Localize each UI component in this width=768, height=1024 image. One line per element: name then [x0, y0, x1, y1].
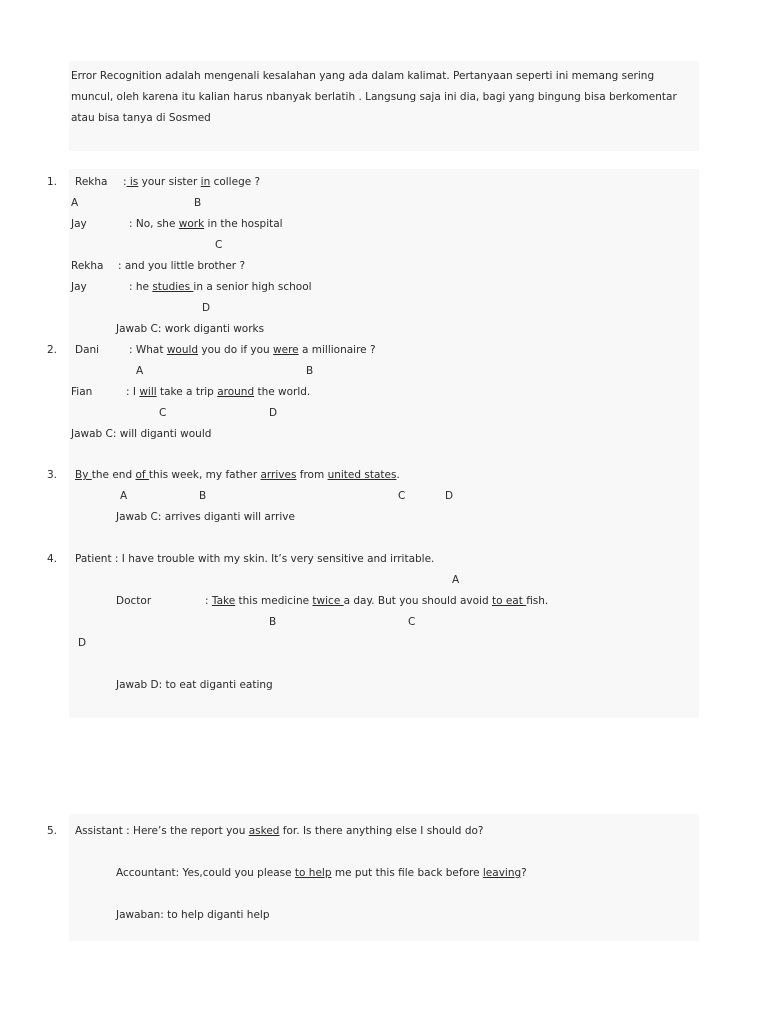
- option-marker: B: [306, 365, 314, 377]
- dialog-line: : I will take a trip around the world.: [126, 386, 311, 398]
- answer: Jawab D: to eat diganti eating: [116, 679, 273, 691]
- option-marker: C: [159, 407, 167, 419]
- dialog-line: Patient : I have trouble with my skin. It’s very sensitive and irritable.: [75, 553, 435, 565]
- question-number: 4.: [47, 553, 58, 565]
- option-marker: A: [71, 197, 79, 209]
- option-marker: A: [452, 574, 460, 586]
- option-marker: C: [408, 616, 416, 628]
- option-marker: C: [398, 490, 406, 502]
- question-number: 5.: [47, 825, 58, 837]
- option-marker: D: [269, 407, 278, 419]
- dialog-line: Accountant: Yes,could you please to help me put this file back before leaving?: [116, 867, 527, 879]
- dialog-line: : and you little brother ?: [118, 260, 246, 272]
- question-number: 1.: [47, 176, 58, 188]
- spacer: [69, 718, 699, 814]
- option-marker: D: [78, 637, 87, 649]
- answer: Jawab C: work diganti works: [116, 323, 265, 335]
- dialog-speaker: Doctor: [116, 595, 152, 607]
- option-marker: B: [269, 616, 277, 628]
- dialog-line: Assistant : Here’s the report you asked for. Is there anything else I should do?: [75, 825, 484, 837]
- dialog-line: : is your sister in college ?: [123, 176, 261, 188]
- dialog-speaker: Rekha: [71, 260, 104, 272]
- option-marker: D: [202, 302, 211, 314]
- dialog-line: : No, she work in the hospital: [129, 218, 283, 230]
- question-sentence: By the end of this week, my father arrives from united states.: [75, 469, 400, 481]
- intro-paragraph: Error Recognition adalah mengenali kesalahan yang ada dalam kalimat. Pertanyaan seperti ini memang sering muncul, oleh karena itu kalian harus nbanyak berlatih . Langsung saja ini dia, bagi yang bingung bisa berkomentar atau bisa tanya di Sosmed: [71, 70, 677, 124]
- answer: Jawab C: arrives diganti will arrive: [116, 511, 295, 523]
- dialog-line: : Take this medicine twice a day. But you should avoid to eat fish.: [205, 595, 549, 607]
- dialog-line: : What would you do if you were a millionaire ?: [129, 344, 376, 356]
- dialog-line: : he studies in a senior high school: [129, 281, 312, 293]
- answer: Jawab C: will diganti would: [71, 428, 212, 440]
- option-marker: C: [215, 239, 223, 251]
- option-marker: B: [199, 490, 207, 502]
- dialog-speaker: Fian: [71, 386, 93, 398]
- option-marker: D: [445, 490, 454, 502]
- dialog-speaker: Dani: [75, 344, 100, 356]
- spacer: [69, 151, 699, 169]
- question-number: 2.: [47, 344, 58, 356]
- option-marker: A: [136, 365, 144, 377]
- option-marker: B: [194, 197, 202, 209]
- question-number: 3.: [47, 469, 58, 481]
- answer: Jawaban: to help diganti help: [116, 909, 270, 921]
- option-marker: A: [120, 490, 128, 502]
- dialog-speaker: Jay: [71, 281, 87, 293]
- dialog-line: Rekha: [75, 176, 108, 188]
- dialog-speaker: Jay: [71, 218, 87, 230]
